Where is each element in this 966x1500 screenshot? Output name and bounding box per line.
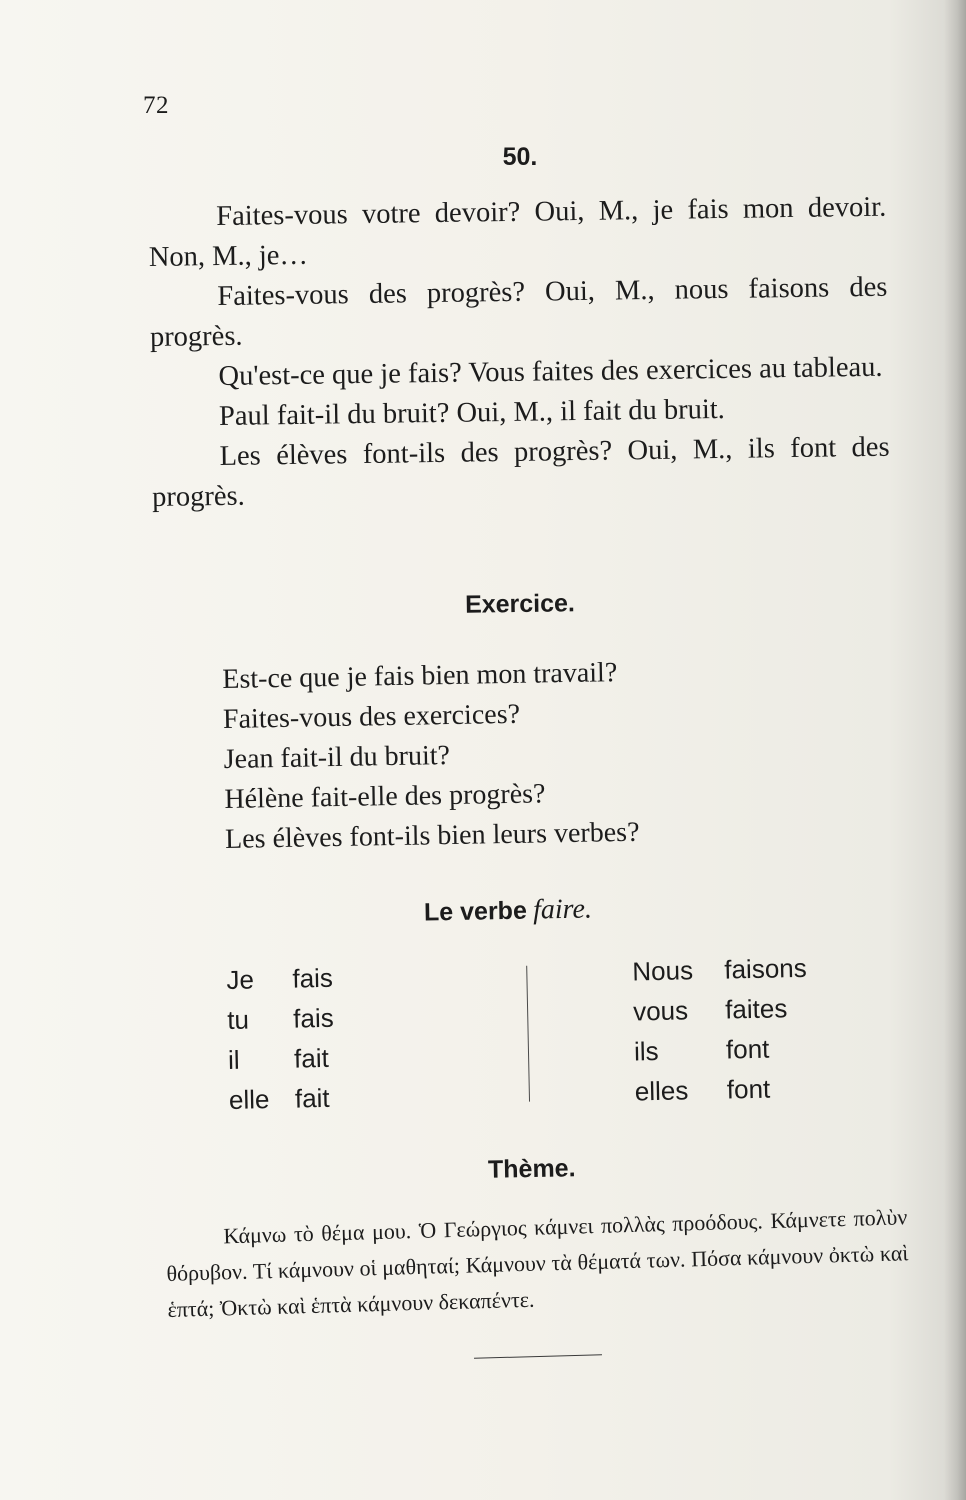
conjugation-singular	[226, 958, 336, 1120]
conjugation-row	[226, 958, 333, 1000]
reading-paragraph: Faites-vous des progrès? Oui, M., nous faisons des progrès.	[149, 271, 888, 353]
reading-paragraph: Qu'est-ce que je fais? Vous faites des exercices au tableau.	[218, 351, 883, 393]
theme-text	[165, 1199, 910, 1328]
page-number: 72	[143, 92, 169, 119]
conjugation-row	[632, 948, 807, 992]
conjugation-heading-prefix: Le verbe	[423, 896, 528, 927]
verb-form: font	[726, 1073, 771, 1105]
theme-paragraph: Κάμνω τὸ θέμα μου. Ὁ Γεώργιος κάμνει πολλὰς προόδους. Κάμνετε πολὺν θόρυβον. Τί κάμνουν οἱ μαθηταί; Κάμνουν τὰ θέματά των. Πόσα κάμνουν ὀκτὼ καὶ ἑπτά; Ὀκτὼ καὶ ἑπτὰ κάμνουν δεκαπέντε.	[166, 1204, 909, 1322]
footer-rule	[474, 1354, 602, 1359]
pronoun: elles	[634, 1075, 689, 1107]
exercise-question: Hélène fait-elle des progrès?	[224, 778, 546, 815]
verb-form: fait	[294, 1082, 330, 1114]
verb-form: fais	[292, 1002, 335, 1034]
verb-form: fais	[292, 962, 334, 994]
conjugation-verb: faire.	[532, 893, 593, 926]
conjugation-table	[226, 947, 849, 1130]
conjugation-heading	[424, 894, 592, 929]
reading-paragraph: Faites-vous votre devoir? Oui, M., je fais mon devoir. Non, M., je…	[148, 191, 887, 273]
verb-form: faisons	[723, 952, 807, 985]
page-gutter-shadow	[944, 0, 966, 1500]
exercise-heading: Exercice.	[464, 589, 576, 619]
reading-paragraph: Paul fait-il du bruit? Oui, M., il fait du bruit.	[218, 393, 726, 433]
theme-heading: Thème.	[487, 1154, 576, 1184]
conjugation-divider	[526, 966, 530, 1102]
verb-form: fait	[293, 1042, 330, 1074]
pronoun: il	[227, 1044, 240, 1075]
pronoun: elle	[228, 1084, 270, 1115]
verb-form: font	[725, 1033, 770, 1065]
reading-paragraph: Les élèves font-ils des progrès? Oui, M., ils font des progrès.	[151, 431, 890, 513]
exercise-question: Les élèves font-ils bien leurs verbes?	[224, 816, 640, 855]
pronoun: vous	[632, 995, 689, 1027]
exercise-question: Est-ce que je fais bien mon travail?	[222, 657, 618, 695]
pronoun: Nous	[632, 955, 694, 987]
reading-text	[148, 188, 890, 518]
pronoun: Je	[226, 964, 255, 995]
exercise-question: Faites-vous des exercices?	[222, 698, 521, 735]
conjugation-plural	[632, 948, 810, 1112]
conjugation-row	[227, 998, 334, 1040]
section-number: 50.	[502, 143, 538, 171]
pronoun: tu	[226, 1004, 250, 1035]
conjugation-row	[633, 988, 808, 1032]
conjugation-row	[634, 1028, 809, 1072]
conjugation-row	[229, 1078, 336, 1120]
verb-form: faites	[724, 993, 788, 1025]
exercise-list	[222, 653, 640, 860]
conjugation-row	[228, 1038, 335, 1080]
conjugation-row	[634, 1068, 809, 1112]
exercise-question: Jean fait-il du bruit?	[223, 740, 451, 775]
pronoun: ils	[633, 1035, 659, 1067]
